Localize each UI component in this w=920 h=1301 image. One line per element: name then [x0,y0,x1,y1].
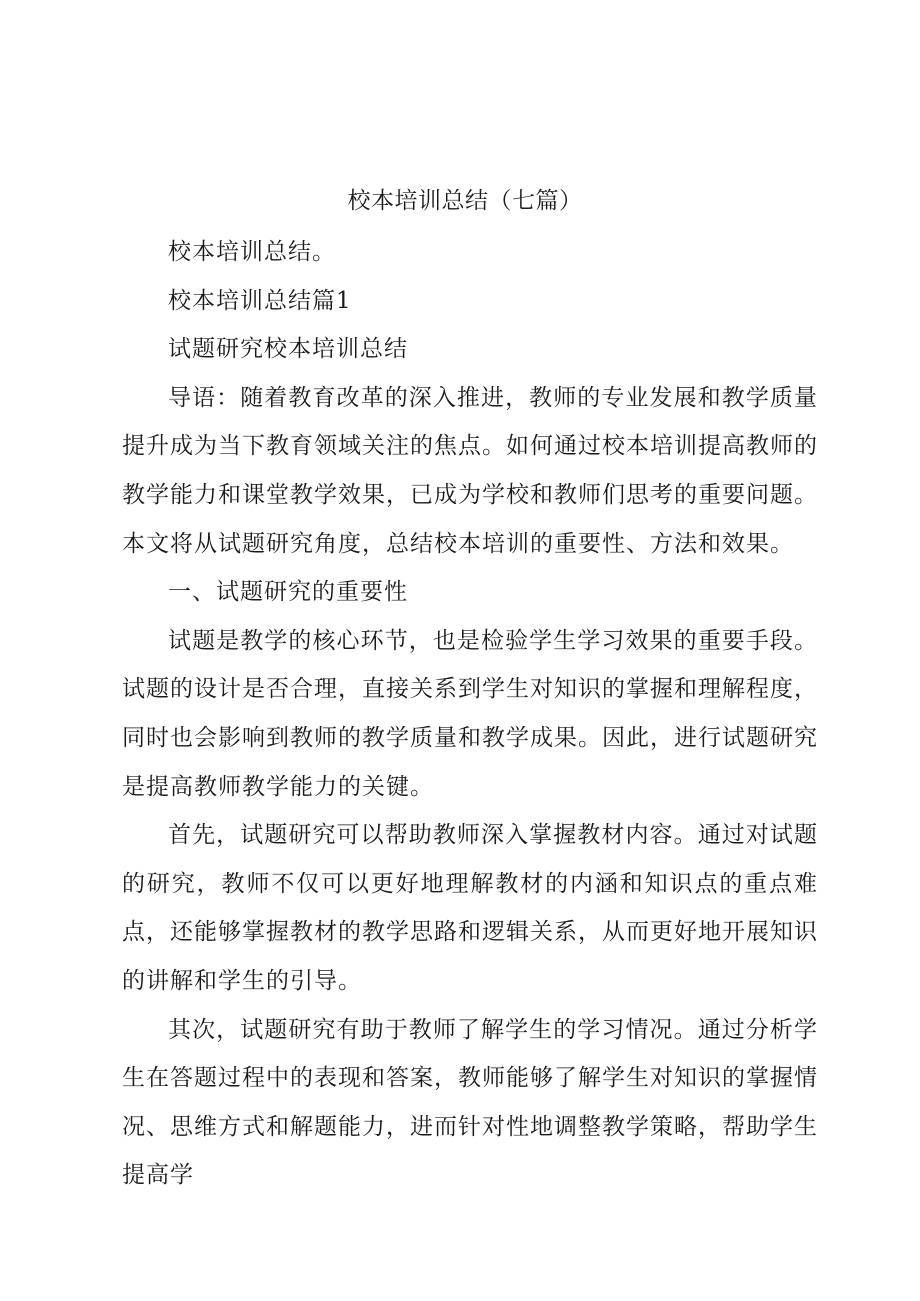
paragraph-subtitle: 试题研究校本培训总结 [168,336,408,363]
paragraph-body: 试题是教学的核心环节，也是检验学生学习效果的重要手段。试题的设计是否合理，直接关系到学生对知识的掌握和理解程度，同时也会影响到教师的教学质量和教学成果。因此，进行试题研究是提高教师教学能力的关键。 [122,627,818,800]
paragraph-part-heading: 校本培训总结篇1 [168,287,352,314]
paragraph-body: 首先，试题研究可以帮助教师深入掌握教材内容。通过对试题的研究，教师不仅可以更好地理解教材的内涵和知识点的重点难点，还能够掌握教材的教学思路和逻辑关系，从而更好地开展知识的讲解和学生的引导。 [122,822,818,994]
paragraph-body: 其次，试题研究有助于教师了解学生的学习情况。通过分析学生在答题过程中的表现和答案，教师能够了解学生对知识的掌握情况、思维方式和解题能力，进而针对性地调整教学策略，帮助学生提高学 [122,1016,818,1189]
section-heading: 一、试题研究的重要性 [168,579,408,606]
document-title: 校本培训总结（七篇） [347,188,583,214]
paragraph-preface: 导语：随着教育改革的深入推进，教师的专业发展和教学质量提升成为当下教育领域关注的焦点。如何通过校本培训提高教师的教学能力和课堂教学效果，已成为学校和教师们思考的重要问题。本文将从试题研究角度，总结校本培训的重要性、方法和效果。 [122,384,818,557]
paragraph-intro: 校本培训总结。 [168,239,336,265]
document-body [122,228,818,1200]
